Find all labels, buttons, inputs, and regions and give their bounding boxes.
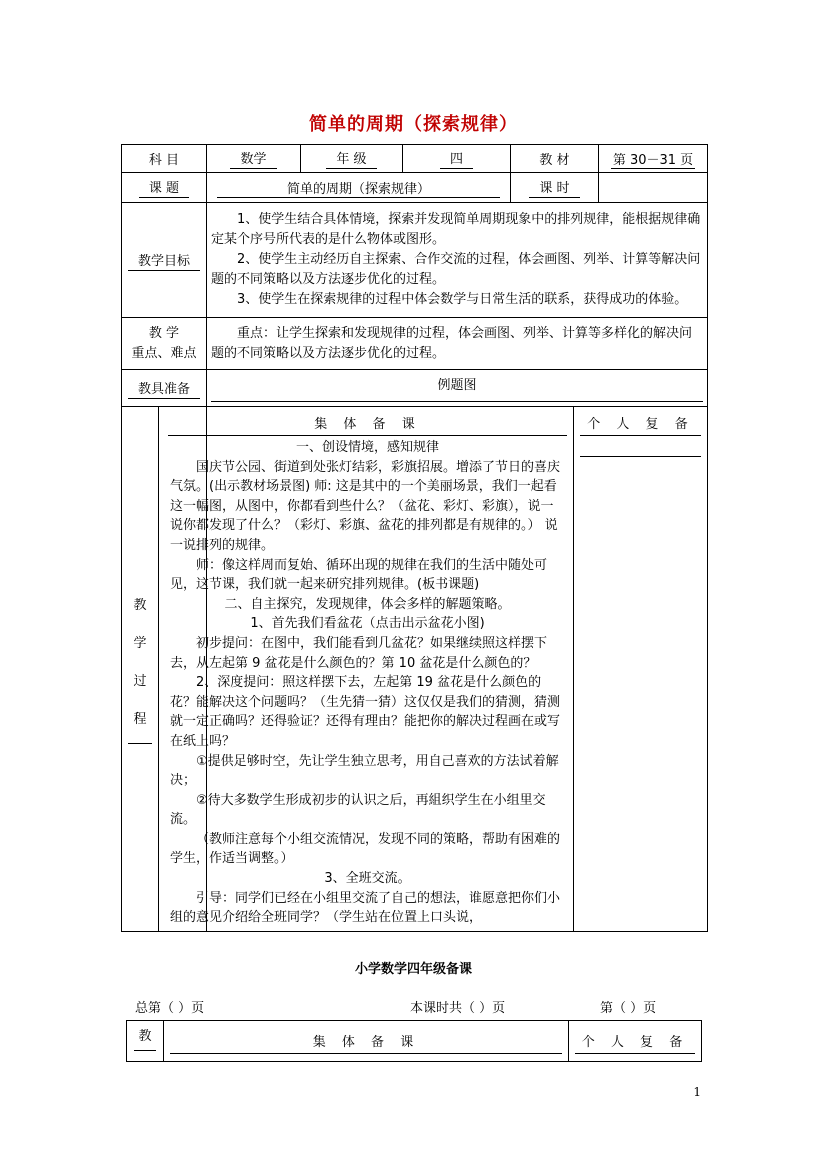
page-no: 第（ ）页 <box>600 1001 657 1016</box>
topic-label: 课 题 <box>122 173 207 203</box>
aids-label: 教具准备 <box>122 370 207 407</box>
objectives-label: 教学目标 <box>122 203 207 318</box>
hours-value <box>599 173 708 203</box>
textbook-value: 第 30－31 页 <box>599 145 708 173</box>
hours-label: 课 时 <box>511 173 599 203</box>
personal-section <box>574 407 707 931</box>
second-collective-cell: 集 体 备 课 <box>164 1021 569 1062</box>
process-paragraph: ②待大多数学生形成初步的认识之后，再組织学生在小组里交流。 <box>170 792 546 828</box>
process-paragraph: 一、创设情境，感知规律 <box>295 440 439 455</box>
objective-item: 3、使学生在探索规律的过程中体会数学与日常生活的联系，获得成功的体验。 <box>237 292 688 307</box>
subtitle: 小学数学四年级备课 <box>354 962 472 977</box>
process-paragraph: 国庆节公园、街道到处张灯结彩，彩旗招展。增添了节日的喜庆气氛。(出示教材场景图) 师: 这是其中的一个美丽场景，我们一起看这一幅图，从图中，你都看到些什么？（盆花、彩灯、彩旗），说一说你都发现了什么？（彩灯、彩旗、盆花的排列都是有规律的。） 说一说排列的规律。 <box>170 459 561 553</box>
process-paragraph: 引导：同学们已经在小组里交流了自己的想法，谁愿意把你们小组的意见介绍给全班同学？（学生站在位置上口头说， <box>170 890 561 926</box>
grade-value: 四 <box>403 145 511 173</box>
process-row <box>122 407 708 932</box>
total-pages: 总第（ ）页 <box>135 1001 205 1016</box>
process-paragraph: 二、自主探究，发现规律，体会多样的解题策略。 <box>224 596 511 612</box>
second-personal-cell: 个 人 复 备 <box>569 1021 702 1062</box>
subject-value: 数学 <box>207 145 301 173</box>
header-row <box>122 145 708 173</box>
process-paragraph: ①提供足够时空，先让学生独立思考，用自己喜欢的方法试着解决； <box>170 753 559 789</box>
lesson-hours: 本课时共（ ）页 <box>410 1001 506 1016</box>
process-paragraph: 初步提问：在图中，我们能看到几盆花？如果继续照这样摆下去，从左起第 9 盆花是什么颜色的？第 10 盆花是什么颜色的？ <box>170 635 548 671</box>
grade-label: 年 级 <box>301 145 403 173</box>
personal-header: 个 人 复 备 <box>580 413 701 436</box>
process-vertical-label: 教 学 过 程 <box>122 407 158 744</box>
process-paragraph: 师：像这样周而复始、循环出现的规律在我们的生活中随处可见，这节课，我们就一起来研究排列规律。(板书课题) <box>170 557 548 593</box>
aids-value: 例题图 <box>207 370 708 407</box>
collective-section <box>162 407 574 931</box>
topic-row <box>122 173 708 203</box>
textbook-label: 教 材 <box>511 145 599 173</box>
subject-label: 科 目 <box>122 145 207 173</box>
process-content <box>170 407 708 932</box>
page-title: 简单的周期（探索规律） <box>309 114 518 135</box>
topic-value: 简单的周期（探索规律） <box>207 173 511 203</box>
process-paragraph: 2、深度提问：照这样摆下去，左起第 19 盆花是什么颜色的花？能解决这个问题吗？（生先猜一猜）这仅仅是我们的猜测，猜测就一定正确吗？还得验证？还得有理由？能把你的解决过程画在或写在纸上吗？ <box>170 675 561 749</box>
process-paragraph: 3、全班交流。 <box>324 871 411 887</box>
objective-item: 2、使学生主动经历自主探索、合作交流的过程，体会画图、列举、计算等解决问题的不同策略以及方法逐步优化的过程。 <box>211 252 701 287</box>
process-paragraph: 1、首先我们看盆花（点击出示盆花小图) <box>250 616 485 632</box>
key-points-content: 重点：让学生探索和发现规律的过程，体会画图、列举、计算等多样化的解决问题的不同策略以及方法逐步优化的过程。 <box>207 318 708 370</box>
second-table-label: 教 <box>127 1021 164 1062</box>
objectives-content <box>207 203 708 318</box>
page-number: 1 <box>693 1085 701 1099</box>
key-points-label: 教 学 重点、难点 <box>122 318 207 370</box>
process-paragraph: （教师注意每个小组交流情况，发现不同的策略，帮助有困难的学生，作适当调整。） <box>170 831 561 867</box>
key-points-row <box>122 318 708 370</box>
second-table <box>126 1020 702 1062</box>
collective-header: 集 体 备 课 <box>168 413 567 436</box>
personal-line <box>580 456 701 457</box>
aids-row <box>122 370 708 407</box>
lesson-plan-table <box>121 144 708 932</box>
collective-body <box>162 436 573 928</box>
objectives-row <box>122 203 708 318</box>
objective-item: 1、使学生结合具体情境，探索并发现简单周期现象中的排列规律，能根据规律确定某个序号所代表的是什么物体或图形。 <box>211 212 701 247</box>
